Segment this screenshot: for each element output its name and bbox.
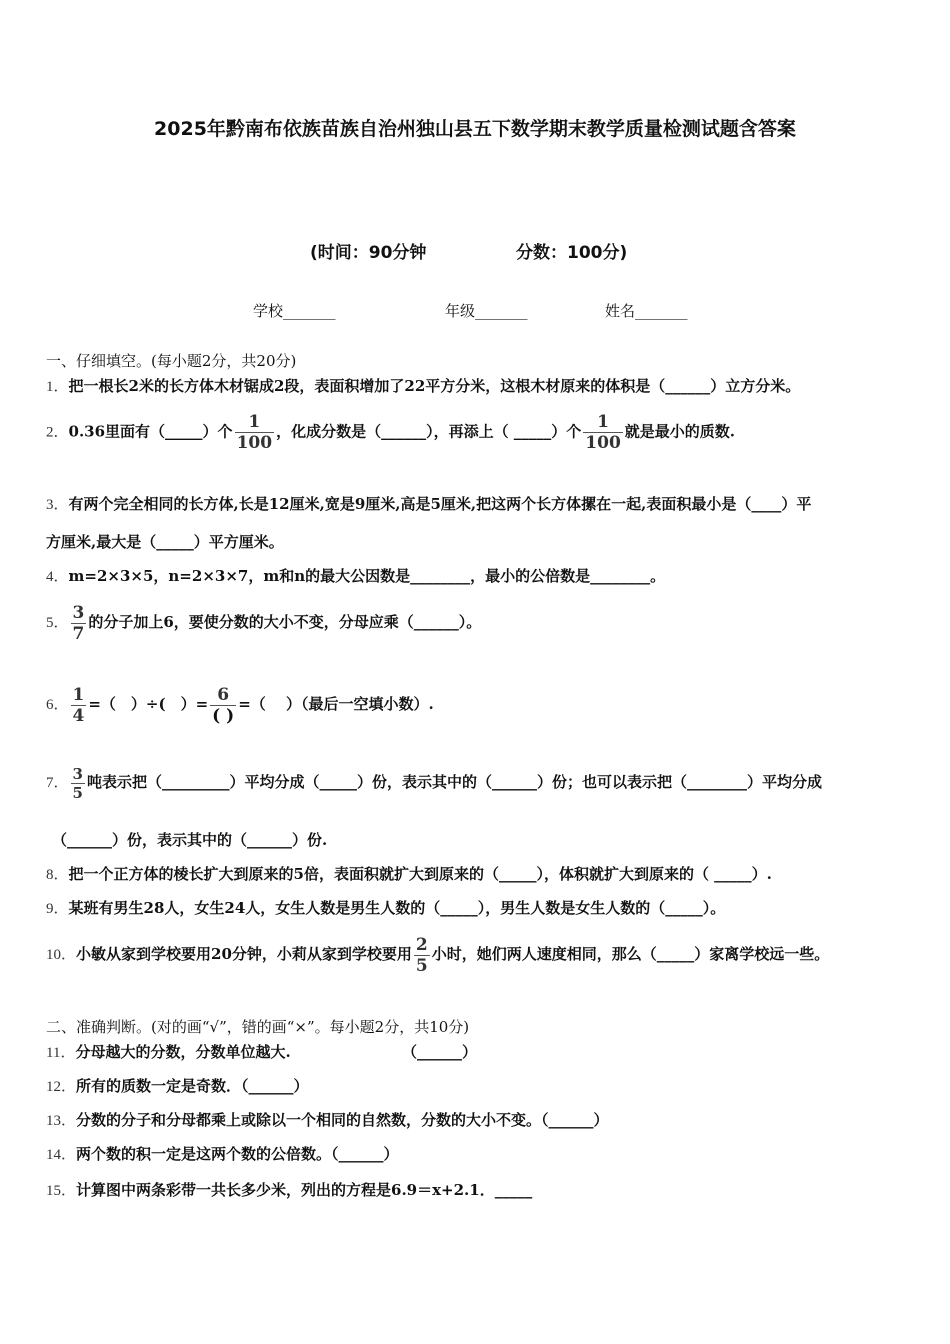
question-text: 所有的质数一定是奇数．（______） xyxy=(76,1077,309,1095)
question-text: m=2×3×5，n=2×3×7，m和n的最大公因数是________，最小的公倍数是________。 xyxy=(68,567,666,585)
question-text: 把一个正方体的棱长扩大到原来的5倍，表面积就扩大到原来的（_____），体积就扩大到原来的（ _____）. xyxy=(68,865,772,883)
question-text: 就是最小的质数. xyxy=(624,422,736,441)
question-number: 4． xyxy=(46,569,69,585)
question-text: 小敏从家到学校要用20分钟，小莉从家到学校要用 xyxy=(76,945,412,963)
fraction: $\frac{6}{( )}$ xyxy=(212,684,235,726)
question-3-cont: 方厘米,最大是（_____）平方厘米。 xyxy=(46,533,284,551)
fraction: $\frac{3}{7}$ xyxy=(72,602,85,644)
question-text: 两个数的积一定是这两个数的公倍数。（______） xyxy=(76,1145,399,1163)
name-field: 姓名_______ xyxy=(605,302,688,320)
question-text: =（ ）（最后一空填小数）. xyxy=(238,695,434,713)
question-8 xyxy=(46,864,772,885)
question-number: 7． xyxy=(46,775,69,791)
question-9 xyxy=(46,898,725,919)
question-text: 有两个完全相同的长方体,长是12厘米,宽是9厘米,高是5厘米,把这两个长方体摞在一起,表面积最小是（____）平 xyxy=(68,495,812,513)
page-title: 2025年黔南布依族苗族自治州独山县五下数学期末教学质量检测试题含答案 xyxy=(154,118,796,140)
question-number: 9． xyxy=(46,901,69,917)
question-number: 5． xyxy=(46,615,69,631)
question-text: 某班有男生28人，女生24人，女生人数是男生人数的（_____），男生人数是女生人数的（_____）。 xyxy=(68,899,726,917)
fraction: $\frac{3}{5}$ xyxy=(72,764,83,802)
question-text: =（ ）÷( ）= xyxy=(88,695,209,713)
question-text: 的分子加上6，要使分数的大小不变，分母应乘（______）。 xyxy=(88,613,482,631)
question-number: 8． xyxy=(46,867,69,883)
question-number: 13． xyxy=(46,1113,77,1129)
question-14 xyxy=(46,1144,399,1165)
fraction: $\frac{1}{4}$ xyxy=(72,684,85,726)
question-number: 2． xyxy=(46,424,69,441)
question-13 xyxy=(46,1110,609,1131)
fraction: $\frac{1}{100}$ xyxy=(585,412,621,453)
grade-field: 年级_______ xyxy=(445,302,528,320)
fraction: $\frac{1}{100}$ xyxy=(236,412,273,453)
exam-score: 分数：100分) xyxy=(516,243,628,263)
question-10 xyxy=(46,934,829,976)
question-number: 15． xyxy=(46,1183,77,1199)
section1-heading: 一、仔细填空。(每小题2分，共20分) xyxy=(46,352,297,370)
question-4 xyxy=(46,566,665,587)
question-number: 10． xyxy=(46,947,77,963)
question-3 xyxy=(46,494,811,515)
question-number: 14． xyxy=(46,1147,77,1163)
question-number: 1． xyxy=(46,379,69,395)
question-number: 3． xyxy=(46,497,69,513)
question-11 xyxy=(46,1042,291,1063)
question-7-cont: （______）份，表示其中的（______）份. xyxy=(52,831,328,849)
question-12 xyxy=(46,1076,309,1097)
question-number: 12． xyxy=(46,1079,77,1095)
question-7 xyxy=(46,762,822,803)
question-1 xyxy=(46,376,800,397)
section2-heading: 二、准确判断。(对的画“√”，错的画“×”。每小题2分，共10分) xyxy=(46,1018,470,1036)
school-field: 学校_______ xyxy=(253,302,336,320)
question-text: 把一根长2米的长方体木材锯成2段，表面积增加了22平方分米，这根木材原来的体积是（______）立方分米。 xyxy=(68,377,801,395)
question-text: 吨表示把（_________）平均分成（_____）份，表示其中的（______）份；也可以表示把（________）平均分成 xyxy=(86,773,822,791)
question-text: 计算图中两条彩带一共长多少米，列出的方程是6.9＝x+2.1．_____ xyxy=(76,1181,533,1199)
question-text: 分母越大的分数，分数单位越大. xyxy=(75,1043,291,1061)
question-text: 0.36里面有（_____）个 xyxy=(68,422,233,441)
question-15 xyxy=(46,1180,532,1201)
exam-time: (时间：90分钟 xyxy=(310,243,427,263)
question-text: 小时，她们两人速度相同，那么（_____）家离学校远一些。 xyxy=(431,945,830,963)
question-6 xyxy=(46,684,434,726)
question-text: 分数的分子和分母都乘上或除以一个相同的自然数，分数的大小不变。（______） xyxy=(76,1111,609,1129)
question-11-blank: （______） xyxy=(402,1043,478,1061)
fraction: $\frac{2}{5}$ xyxy=(415,934,428,976)
question-text: ，化成分数是（______），再添上（ _____）个 xyxy=(276,422,582,441)
question-number: 6． xyxy=(46,697,69,713)
question-5 xyxy=(46,602,481,644)
question-2 xyxy=(46,412,735,453)
question-number: 11． xyxy=(46,1045,76,1061)
